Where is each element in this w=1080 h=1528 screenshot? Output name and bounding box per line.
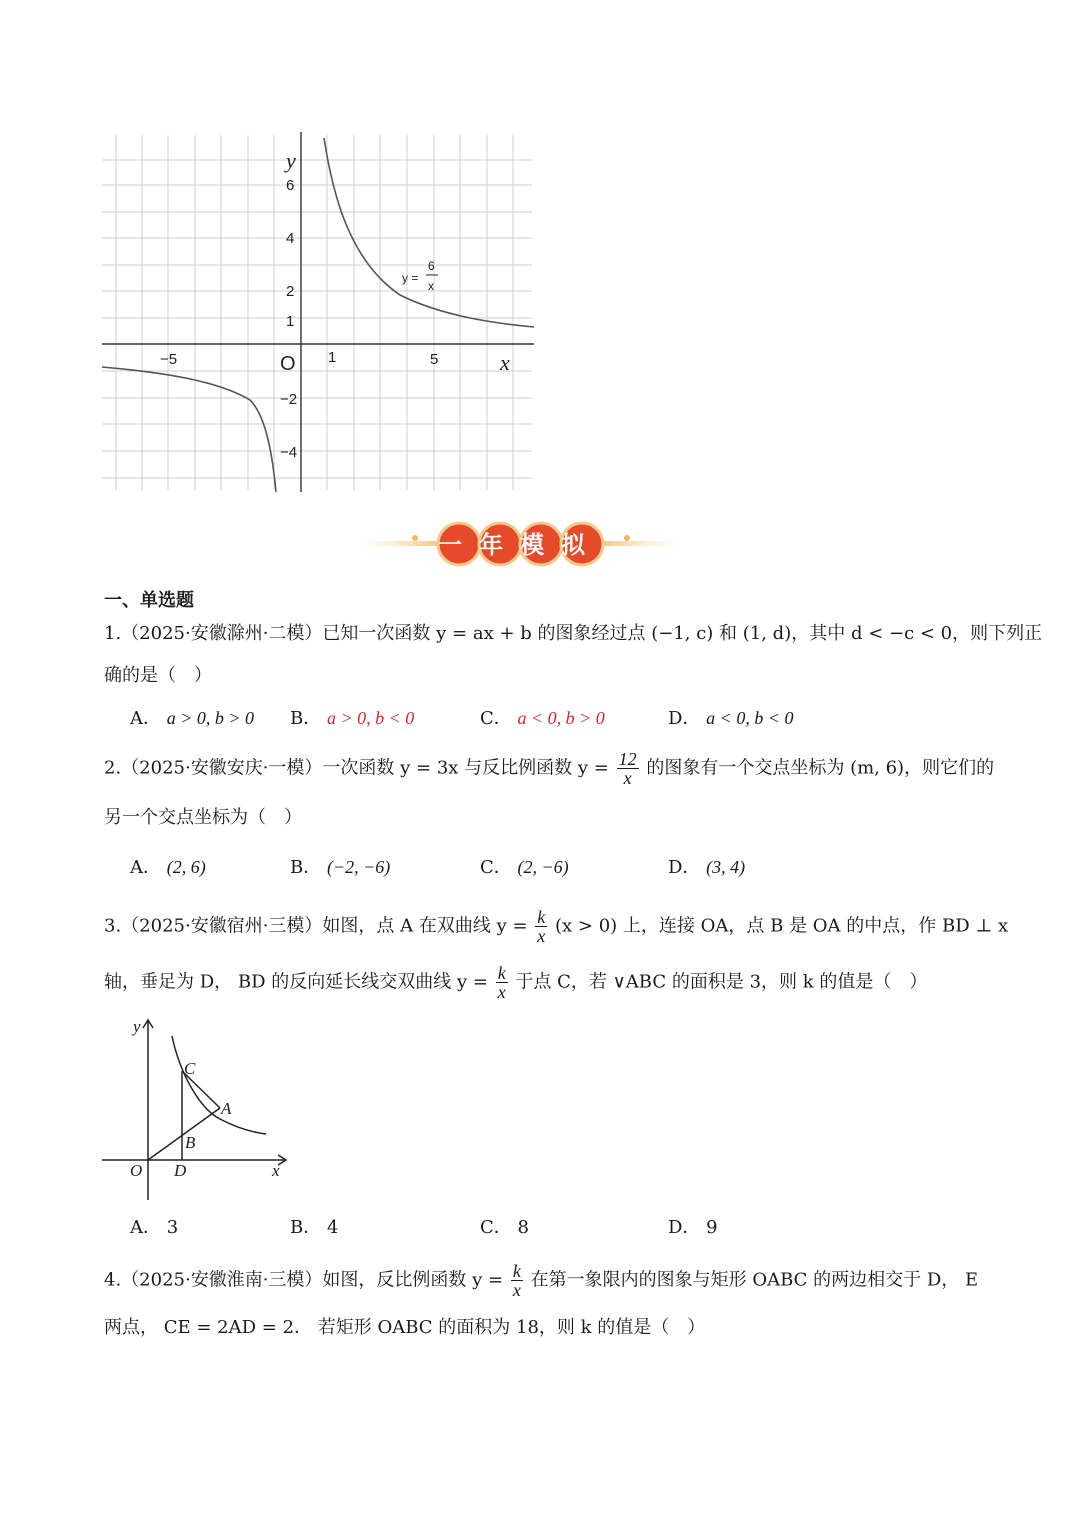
q1-option-b[interactable] bbox=[290, 706, 414, 731]
q3-line2-pre: 轴，垂足为 D， BD 的反向延长线交双曲线 y = bbox=[104, 971, 488, 993]
q2-line1 bbox=[104, 750, 994, 787]
q2-line2: 另一个交点坐标为（ ） bbox=[104, 807, 302, 828]
hyperbola-graph bbox=[100, 130, 540, 495]
function-label-den: x bbox=[428, 279, 434, 293]
q1-option-d[interactable] bbox=[668, 706, 793, 731]
q3-line2-post: 于点 C，若 ∨ABC 的面积是 3，则 k 的值是（ ） bbox=[515, 971, 928, 993]
q1-option-c-text: a < 0, b > 0 bbox=[517, 708, 605, 728]
q1-option-a-text: a > 0, b > 0 bbox=[166, 708, 255, 728]
q1-option-c-label: C． bbox=[480, 708, 512, 729]
banner-left-ribbon bbox=[357, 541, 441, 546]
q2-option-b-text: (−2, −6) bbox=[326, 857, 391, 877]
grid bbox=[102, 135, 532, 490]
q1-option-c[interactable] bbox=[480, 706, 605, 731]
hyperbola-branch-q3 bbox=[102, 367, 276, 492]
tick-x-neg5: −5 bbox=[160, 351, 178, 368]
q1-option-d-label: D． bbox=[668, 708, 701, 729]
q3-option-d-text: 9 bbox=[706, 1217, 718, 1238]
q4-pre: 4.（2025·安徽淮南·三模）如图，反比例函数 y = bbox=[104, 1269, 504, 1291]
q1-option-a-label: A． bbox=[130, 708, 161, 729]
q2-option-b[interactable] bbox=[290, 855, 390, 880]
section-banner bbox=[355, 518, 685, 570]
q3-line2 bbox=[104, 964, 927, 1001]
q3-label-A: A bbox=[221, 1099, 232, 1118]
q3-option-b-text: 4 bbox=[326, 1217, 339, 1238]
q4-fraction bbox=[511, 1262, 523, 1299]
q3-hyperbola bbox=[172, 1036, 266, 1134]
q3-label-O: O bbox=[130, 1161, 143, 1180]
tick-x-1: 1 bbox=[328, 349, 337, 366]
banner-left-dot bbox=[412, 535, 418, 541]
q2-option-c-text: (2, −6) bbox=[517, 857, 569, 877]
q2-option-a-label: A． bbox=[130, 857, 161, 878]
q1-option-d-text: a < 0, b < 0 bbox=[706, 708, 794, 728]
q3-label-D: D bbox=[174, 1161, 187, 1180]
q3-option-c-label: C． bbox=[480, 1217, 512, 1238]
q3-option-c-text: 8 bbox=[517, 1217, 529, 1238]
q2-post: 的图象有一个交点坐标为 (m, 6)，则它们的 bbox=[646, 757, 995, 779]
x-axis-label: x bbox=[500, 350, 510, 375]
q2-option-d[interactable] bbox=[668, 855, 745, 880]
q1-line1: 1.（2025·安徽滁州·二模）已知一次函数 y = ax + b 的图象经过点 (−1, c) 和 (1, d)，其中 d < −c < 0，则下列正 bbox=[104, 623, 1043, 644]
q3-fraction-2 bbox=[496, 964, 508, 1001]
banner-right-dot bbox=[624, 535, 630, 541]
q3-frac-num: k bbox=[537, 907, 546, 927]
tick-y-neg2: −2 bbox=[280, 391, 298, 408]
banner-right-ribbon bbox=[599, 541, 683, 546]
q3-post: (x > 0) 上，连接 OA，点 B 是 OA 的中点，作 BD ⊥ x bbox=[555, 915, 1009, 937]
q3-figure bbox=[100, 1014, 300, 1204]
q2-fraction bbox=[617, 750, 639, 787]
q3-option-c[interactable] bbox=[480, 1216, 529, 1240]
q3-option-d[interactable] bbox=[668, 1216, 718, 1240]
function-label-lhs: y = bbox=[402, 271, 419, 285]
hyperbola-branch-q1 bbox=[324, 138, 534, 327]
q3-fraction bbox=[535, 908, 547, 945]
q2-option-c-label: C． bbox=[480, 857, 512, 878]
q1-option-b-label: B． bbox=[290, 708, 322, 729]
q3-segment-OA bbox=[148, 1108, 220, 1160]
q3-pre: 3.（2025·安徽宿州·三模）如图，点 A 在双曲线 y = bbox=[104, 915, 528, 937]
q2-option-d-label: D． bbox=[668, 857, 701, 878]
q3-label-B: B bbox=[185, 1133, 196, 1152]
tick-y-neg4: −4 bbox=[280, 444, 298, 461]
q2-option-a[interactable] bbox=[130, 855, 206, 880]
q2-frac-num: 12 bbox=[618, 749, 637, 769]
tick-y-6: 6 bbox=[286, 177, 295, 194]
q3-frac2-den: x bbox=[497, 982, 506, 1002]
q3-option-a-text: 3 bbox=[166, 1217, 179, 1238]
q3-label-y: y bbox=[133, 1017, 141, 1036]
origin-label: O bbox=[280, 353, 296, 375]
q3-option-a-label: A． bbox=[130, 1217, 161, 1238]
q4-frac-num: k bbox=[512, 1261, 521, 1281]
y-axis-label: y bbox=[286, 148, 296, 173]
q3-label-x: x bbox=[272, 1161, 280, 1180]
q3-label-C: C bbox=[184, 1059, 196, 1078]
tick-y-4: 4 bbox=[286, 230, 295, 247]
q3-option-a[interactable] bbox=[130, 1216, 178, 1240]
tick-x-5: 5 bbox=[430, 351, 439, 368]
q2-option-b-label: B． bbox=[290, 857, 322, 878]
tick-y-1: 1 bbox=[286, 313, 295, 330]
q4-line2: 两点， CE = 2AD = 2． 若矩形 OABC 的面积为 18，则 k 的值是（ ） bbox=[104, 1317, 706, 1338]
q1-line2: 确的是（ ） bbox=[104, 665, 212, 686]
q3-option-b[interactable] bbox=[290, 1216, 338, 1240]
q4-post: 在第一象限内的图象与矩形 OABC 的两边相交于 D， E bbox=[530, 1269, 979, 1291]
q2-option-a-text: (2, 6) bbox=[166, 857, 206, 877]
q1-option-a[interactable] bbox=[130, 706, 254, 731]
q3-option-b-label: B． bbox=[290, 1217, 322, 1238]
q2-frac-den: x bbox=[623, 768, 632, 788]
axes bbox=[102, 132, 534, 492]
q4-frac-den: x bbox=[512, 1280, 521, 1300]
tick-y-2: 2 bbox=[286, 283, 295, 300]
q3-frac2-num: k bbox=[497, 963, 506, 983]
q3-option-d-label: D． bbox=[668, 1217, 701, 1238]
q1-option-b-text: a > 0, b < 0 bbox=[326, 708, 415, 728]
banner-title: 一年模拟 bbox=[438, 531, 602, 559]
q4-line1 bbox=[104, 1262, 978, 1299]
q2-option-c[interactable] bbox=[480, 855, 569, 880]
q2-option-d-text: (3, 4) bbox=[706, 857, 746, 877]
q2-pre: 2.（2025·安徽安庆·一模）一次函数 y = 3x 与反比例函数 y = bbox=[104, 757, 609, 779]
q3-line1 bbox=[104, 908, 1008, 945]
q3-frac-den: x bbox=[537, 926, 546, 946]
function-label-num: 6 bbox=[428, 259, 435, 273]
section-title: 一、单选题 bbox=[104, 590, 194, 611]
